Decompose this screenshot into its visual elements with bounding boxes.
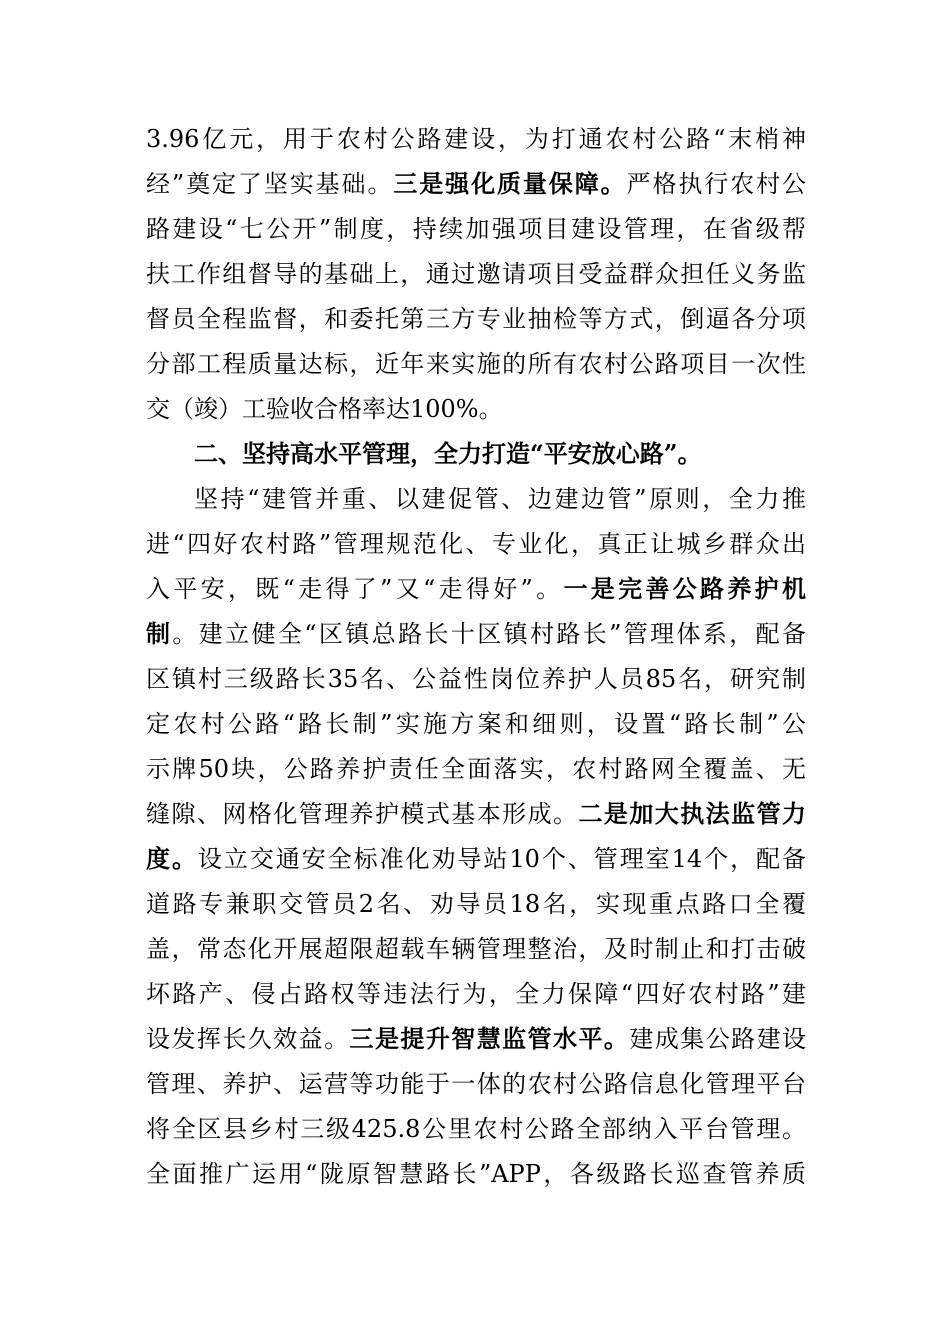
paragraph-line xyxy=(146,122,806,156)
paragraph-line xyxy=(146,1022,806,1056)
paragraph-line xyxy=(146,527,806,561)
text-run: 全面推广运用“陇原智慧路长”APP，各级路长巡查管养质 xyxy=(146,1160,806,1188)
paragraph-line xyxy=(146,977,806,1011)
bold-lead-phrase: 制 xyxy=(146,619,173,648)
text-run: 3.96亿元，用于农村公路建设，为打通农村公路“末梢神 xyxy=(146,125,806,153)
text-run: 定农村公路“路长制”实施方案和细则，设置“路长制”公 xyxy=(146,710,806,738)
text-run: 建成集公路建设 xyxy=(629,1025,807,1053)
text-run: 区镇村三级路长35名、公益性岗位养护人员85名，研究制 xyxy=(146,665,806,693)
heading-text: 二、坚持高水平管理，全力打造“平安放心路”。 xyxy=(194,439,702,468)
paragraph-line xyxy=(146,842,806,876)
paragraph-line xyxy=(146,347,806,381)
paragraph-line xyxy=(146,302,806,336)
paragraph-line xyxy=(146,482,806,516)
text-run: 入平安，既“走得了”又“走得好”。 xyxy=(146,575,564,603)
text-run: 示牌50块，公路养护责任全面落实，农村路网全覆盖、无 xyxy=(146,755,806,783)
paragraph-line xyxy=(146,707,806,741)
text-run: 将全区县乡村三级425.8公里农村公路全部纳入平台管理。 xyxy=(146,1115,806,1143)
paragraph-line xyxy=(146,1157,806,1191)
text-run: 交（竣）工验收合格率达100%。 xyxy=(146,395,503,423)
text-run: 严格执行农村公 xyxy=(626,170,806,198)
text-run: 坏路产、侵占路权等违法行为，全力保障“四好农村路”建 xyxy=(146,980,806,1008)
text-run: 分部工程质量达标，近年来实施的所有农村公路项目一次性 xyxy=(146,350,806,378)
text-run: 缝隙、网格化管理养护模式基本形成。 xyxy=(146,800,579,828)
bold-lead-phrase: 三是强化质量保障。 xyxy=(393,169,627,198)
text-run: 管理、养护、运营等功能于一体的农村公路信息化管理平台 xyxy=(146,1070,806,1098)
text-run: 坚持“建管并重、以建促管、边建边管”原则，全力推 xyxy=(194,485,806,513)
paragraph-line xyxy=(146,257,806,291)
paragraph-line xyxy=(146,212,806,246)
text-run: 盖，常态化开展超限超载车辆管理整治，及时制止和打击破 xyxy=(146,935,806,963)
text-run: 设发挥长久效益。 xyxy=(146,1025,350,1053)
bold-lead-phrase: 三是提升智慧监管水平。 xyxy=(349,1024,630,1053)
paragraph-line xyxy=(146,572,806,606)
text-run: 路建设“七公开”制度，持续加强项目建设管理，在省级帮 xyxy=(146,215,806,243)
bold-lead-phrase: 一是完善公路养护机 xyxy=(563,574,807,603)
text-run: 进“四好农村路”管理规范化、专业化，真正让城乡群众出 xyxy=(146,530,806,558)
text-run: 。建立健全“区镇总路长十区镇村路长”管理体系，配备 xyxy=(172,620,807,648)
paragraph-line xyxy=(146,932,806,966)
text-run: 设立交通安全标准化劝导站10个、管理室14个，配备 xyxy=(197,845,807,873)
bold-lead-phrase: 二是加大执法监管力 xyxy=(578,799,807,828)
paragraph-line xyxy=(146,617,806,651)
section-heading xyxy=(146,437,806,471)
paragraph-line xyxy=(146,752,806,786)
bold-lead-phrase: 度。 xyxy=(146,844,198,873)
paragraph-line xyxy=(146,797,806,831)
paragraph-line xyxy=(146,1112,806,1146)
paragraph-line xyxy=(146,887,806,921)
paragraph-line xyxy=(146,392,806,426)
text-run: 督员全程监督，和委托第三方专业抽检等方式，倒逼各分项 xyxy=(146,305,806,333)
text-run: 经”奠定了坚实基础。 xyxy=(146,170,394,198)
paragraph-line xyxy=(146,167,806,201)
text-run: 扶工作组督导的基础上，通过邀请项目受益群众担任义务监 xyxy=(146,260,806,288)
text-run: 道路专兼职交管员2名、劝导员18名，实现重点路口全覆 xyxy=(146,890,806,918)
paragraph-line xyxy=(146,662,806,696)
paragraph-line xyxy=(146,1067,806,1101)
